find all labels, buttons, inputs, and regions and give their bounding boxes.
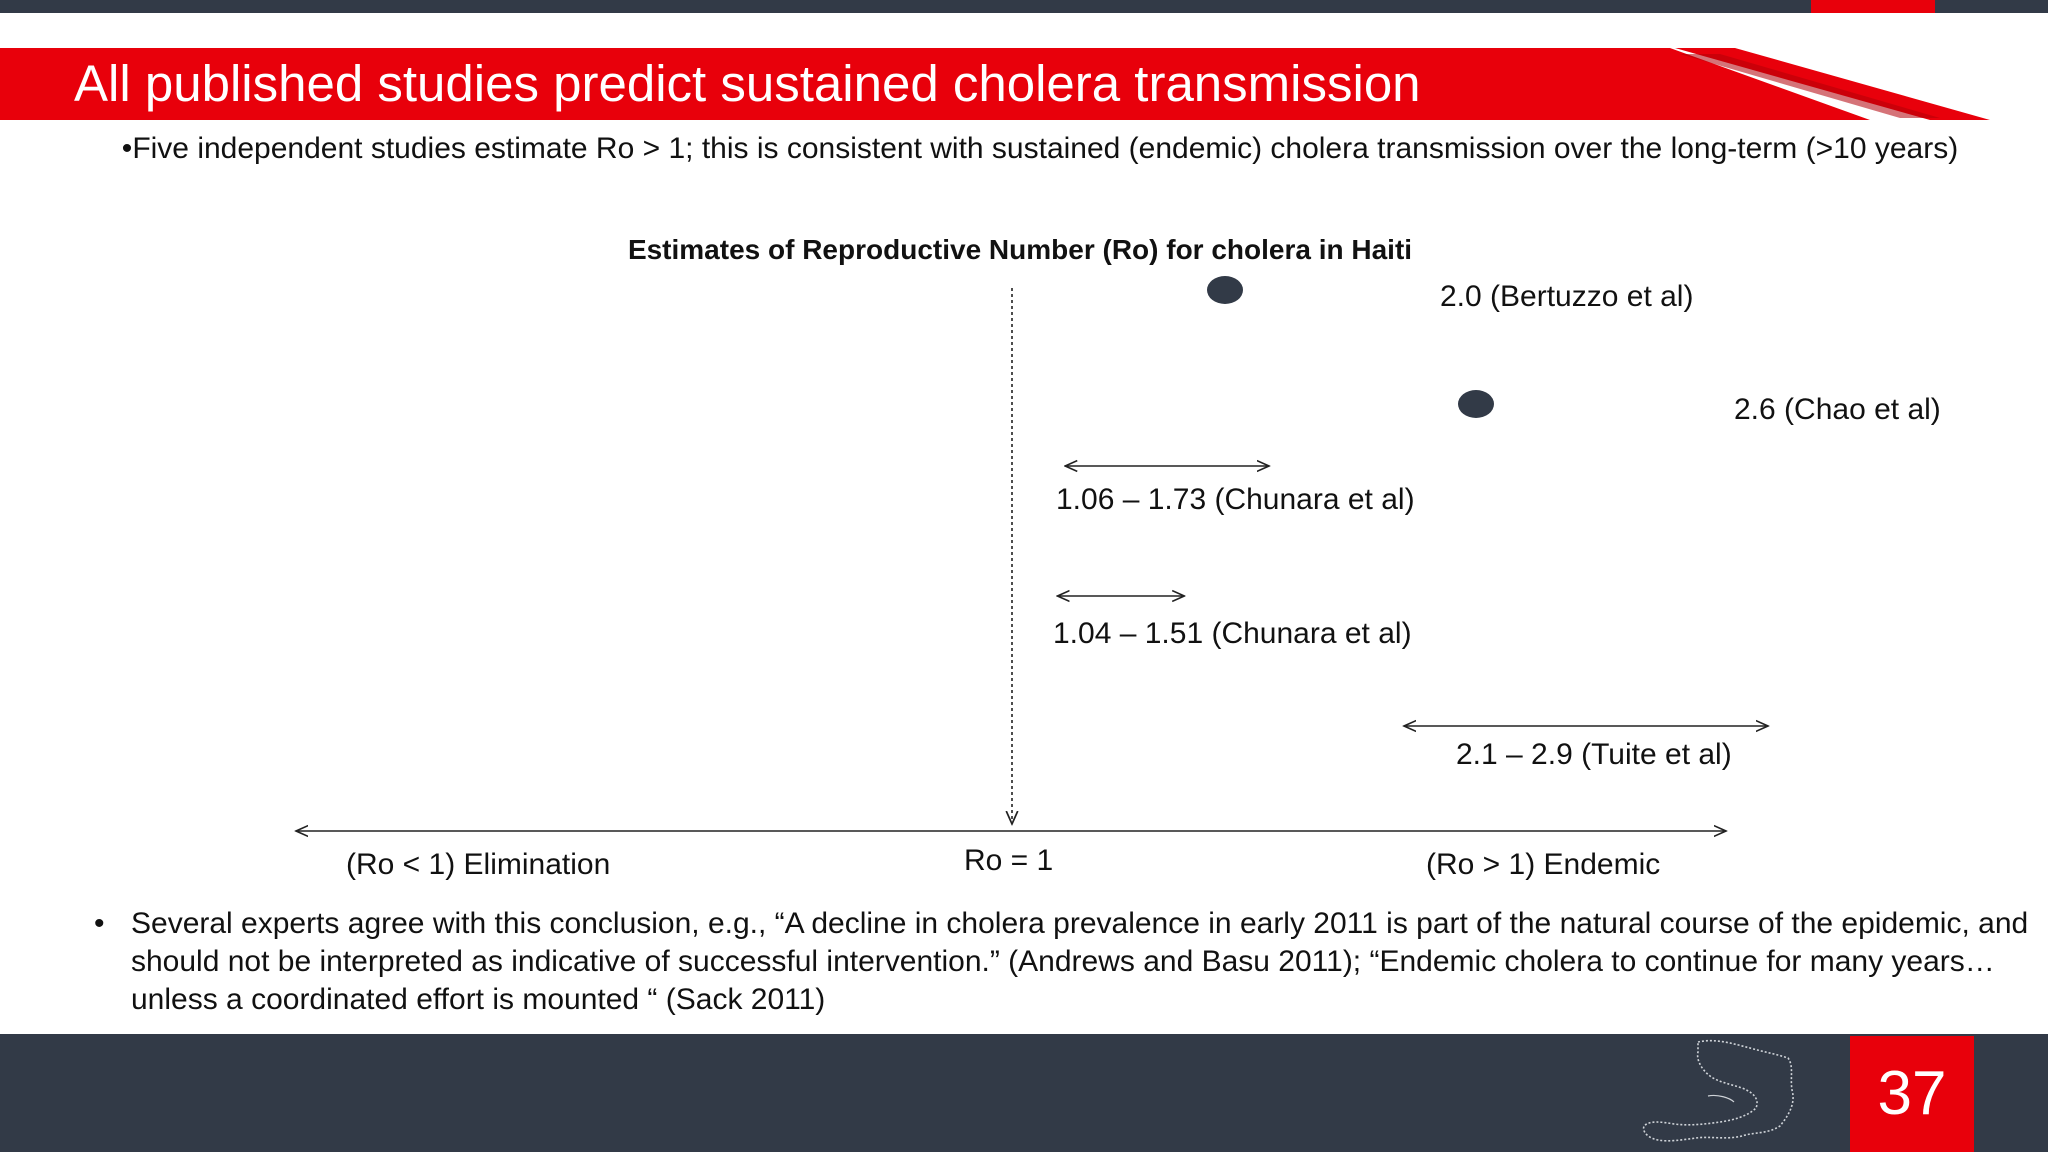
estimate-point-bertuzzo [1207,276,1243,304]
estimate-label-chao: 2.6 (Chao et al) [1734,393,1941,426]
estimate-point-chao [1458,390,1494,418]
axis-left-label: (Ro < 1) Elimination [346,848,611,881]
bullet-top-marker: • [121,132,133,165]
estimate-label-chunara-2: 1.04 – 1.51 (Chunara et al) [1053,617,1412,650]
page-number: 37 [1850,1036,1974,1152]
axis-right-label: (Ro > 1) Endemic [1426,848,1661,881]
bullet-top-text: Five independent studies estimate Ro > 1; this is consistent with sustained (endemic) cholera transmission over the long-term (>10 years) [132,132,1959,165]
axis-center-label: Ro = 1 [964,844,1054,877]
estimate-label-bertuzzo: 2.0 (Bertuzzo et al) [1440,280,1694,313]
estimate-label-chunara-1: 1.06 – 1.73 (Chunara et al) [1056,483,1415,516]
chart-title: Estimates of Reproductive Number (Ro) for cholera in Haiti [627,234,1413,265]
estimate-label-tuite: 2.1 – 2.9 (Tuite et al) [1456,738,1732,771]
bullet-bottom-marker: • [94,907,105,940]
haiti-map-icon [1638,1036,1818,1148]
slide-title: All published studies predict sustained cholera transmission [74,55,1421,112]
bullet-bottom-text: Several experts agree with this conclusion, e.g., “A decline in cholera prevalence in early 2011 is part of the natural course of the epidemic, and should not be interpreted as indicative of successful intervention.” (Andrews and Basu 2011); “Endemic cholera to continue for many years…unless a coordinated effort is mounted “ (Sack 2011) [131,907,2029,1016]
